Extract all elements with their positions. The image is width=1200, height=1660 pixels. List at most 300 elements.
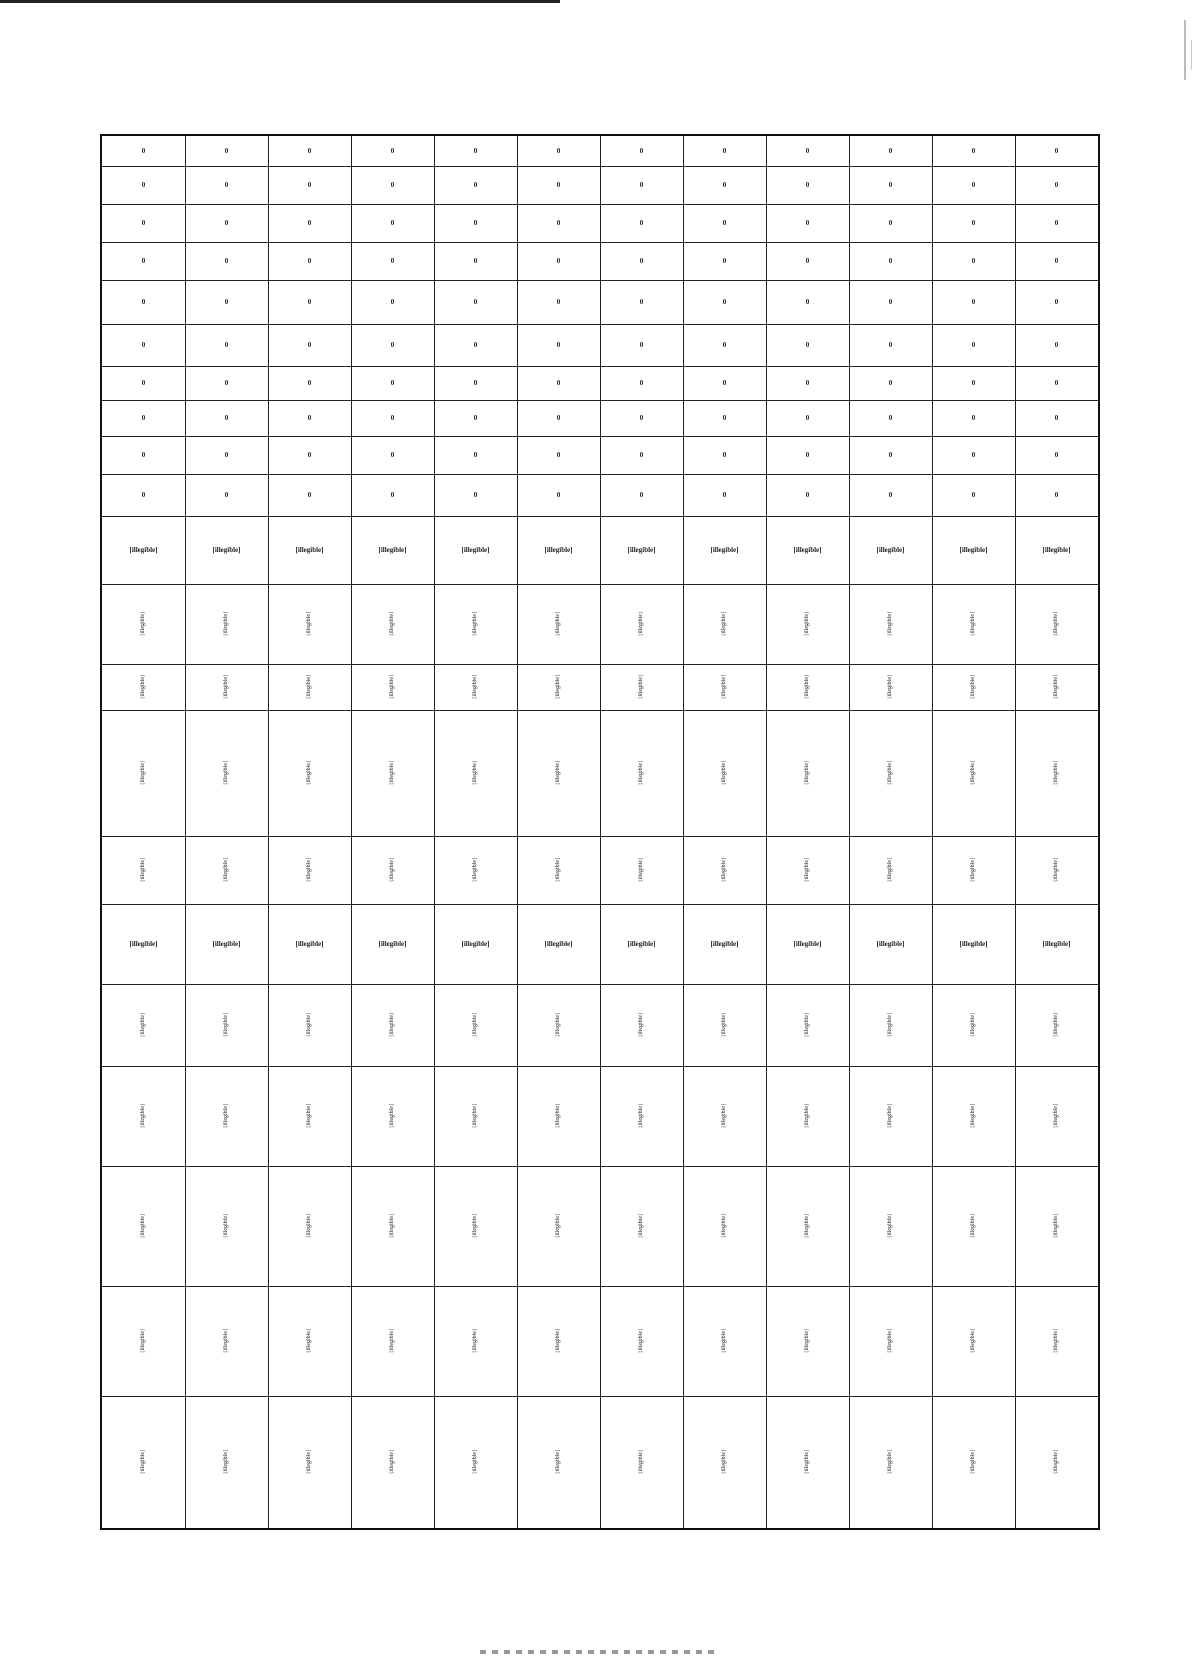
table-cell: [436, 666, 515, 708]
table-cell: [1017, 1168, 1096, 1284]
table-cell: [353, 368, 432, 398]
illegible-text: [illegible]: [638, 761, 644, 785]
table-cell: [934, 138, 1013, 164]
table-cell: [934, 712, 1013, 834]
zero-value: 0: [971, 414, 976, 422]
table-cell: [519, 518, 598, 582]
table-cell: [685, 168, 764, 202]
table-cell: [353, 906, 432, 982]
illegible-text: [illegible]: [389, 1450, 395, 1474]
illegible-text: [illegible]: [472, 761, 478, 785]
table-cell: [187, 138, 266, 164]
illegible-text: [illegible]: [1053, 1104, 1059, 1128]
table-cell: [685, 476, 764, 514]
zero-value: 0: [224, 298, 229, 306]
table-cell: [602, 326, 681, 364]
zero-value: 0: [888, 491, 893, 499]
zero-value: 0: [307, 341, 312, 349]
illegible-text: [illegible]: [212, 940, 241, 948]
table-row-divider: [102, 1166, 1098, 1167]
table-cell: [602, 368, 681, 398]
table-cell: [602, 1068, 681, 1164]
illegible-text: [illegible]: [555, 1214, 561, 1238]
illegible-text: [illegible]: [223, 675, 229, 699]
illegible-text: [illegible]: [970, 1013, 976, 1037]
table-cell: [768, 476, 847, 514]
zero-value: 0: [1054, 181, 1059, 189]
table-cell: [187, 326, 266, 364]
zero-value: 0: [390, 491, 395, 499]
table-cell: [602, 168, 681, 202]
table-cell: [519, 986, 598, 1064]
illegible-text: [illegible]: [461, 940, 490, 948]
zero-value: 0: [722, 147, 727, 155]
table-cell: [104, 838, 183, 902]
zero-value: 0: [307, 181, 312, 189]
zero-value: 0: [1054, 379, 1059, 387]
table-cell: [436, 282, 515, 322]
illegible-text: [illegible]: [223, 612, 229, 636]
table-cell: [353, 838, 432, 902]
zero-value: 0: [390, 379, 395, 387]
table-cell: [851, 368, 930, 398]
illegible-text: [illegible]: [140, 612, 146, 636]
table-column-divider: [434, 136, 435, 1528]
illegible-text: [illegible]: [378, 546, 407, 554]
zero-value: 0: [224, 147, 229, 155]
table-cell: [353, 666, 432, 708]
illegible-text: [illegible]: [389, 761, 395, 785]
zero-value: 0: [556, 298, 561, 306]
illegible-text: [illegible]: [710, 940, 739, 948]
table-row-divider: [102, 204, 1098, 205]
table-cell: [436, 1068, 515, 1164]
table-cell: [353, 586, 432, 662]
table-cell: [519, 138, 598, 164]
zero-value: 0: [888, 379, 893, 387]
zero-value: 0: [722, 414, 727, 422]
table-cell: [270, 906, 349, 982]
illegible-text: [illegible]: [140, 1329, 146, 1353]
table-cell: [934, 906, 1013, 982]
table-cell: [934, 168, 1013, 202]
zero-value: 0: [888, 257, 893, 265]
zero-value: 0: [141, 451, 146, 459]
illegible-text: [illegible]: [804, 1450, 810, 1474]
table-cell: [104, 586, 183, 662]
illegible-text: [illegible]: [804, 761, 810, 785]
illegible-text: [illegible]: [793, 546, 822, 554]
table-cell: [353, 476, 432, 514]
zero-value: 0: [639, 257, 644, 265]
table-cell: [436, 476, 515, 514]
zero-value: 0: [141, 147, 146, 155]
table-cell: [436, 368, 515, 398]
table-cell: [270, 1288, 349, 1394]
illegible-text: [illegible]: [1053, 675, 1059, 699]
table-cell: [685, 586, 764, 662]
table-row-divider: [102, 836, 1098, 837]
table-column-divider: [683, 136, 684, 1528]
table-cell: [602, 666, 681, 708]
illegible-text: [illegible]: [140, 1104, 146, 1128]
table-cell: [851, 586, 930, 662]
illegible-text: [illegible]: [970, 858, 976, 882]
table-cell: [270, 1398, 349, 1526]
illegible-text: [illegible]: [721, 858, 727, 882]
illegible-text: [illegible]: [721, 1329, 727, 1353]
illegible-text: [illegible]: [389, 675, 395, 699]
table-cell: [851, 986, 930, 1064]
zero-value: 0: [224, 491, 229, 499]
table-cell: [602, 438, 681, 472]
table-cell: [768, 838, 847, 902]
illegible-text: [illegible]: [970, 1104, 976, 1128]
table-cell: [353, 282, 432, 322]
zero-value: 0: [722, 181, 727, 189]
illegible-text: [illegible]: [887, 858, 893, 882]
table-cell: [602, 518, 681, 582]
illegible-text: [illegible]: [721, 675, 727, 699]
table-cell: [602, 138, 681, 164]
table-cell: [1017, 368, 1096, 398]
zero-value: 0: [224, 451, 229, 459]
table-cell: [685, 138, 764, 164]
illegible-text: [illegible]: [223, 1013, 229, 1037]
table-cell: [519, 666, 598, 708]
table-cell: [436, 138, 515, 164]
table-column-divider: [600, 136, 601, 1528]
table-cell: [685, 1168, 764, 1284]
table-cell: [104, 1168, 183, 1284]
table-cell: [187, 1398, 266, 1526]
zero-value: 0: [390, 414, 395, 422]
table-cell: [685, 1398, 764, 1526]
table-cell: [768, 1398, 847, 1526]
table-cell: [104, 476, 183, 514]
illegible-text: [illegible]: [555, 761, 561, 785]
zero-value: 0: [556, 491, 561, 499]
illegible-text: [illegible]: [887, 1450, 893, 1474]
table-cell: [353, 326, 432, 364]
zero-value: 0: [390, 181, 395, 189]
table-cell: [436, 712, 515, 834]
zero-value: 0: [888, 181, 893, 189]
table-cell: [436, 838, 515, 902]
illegible-text: [illegible]: [970, 1214, 976, 1238]
table-cell: [104, 1398, 183, 1526]
table-cell: [104, 206, 183, 240]
zero-value: 0: [805, 379, 810, 387]
table-cell: [602, 712, 681, 834]
table-cell: [104, 326, 183, 364]
table-cell: [934, 666, 1013, 708]
table-cell: [519, 1288, 598, 1394]
table-cell: [685, 402, 764, 434]
illegible-text: [illegible]: [970, 761, 976, 785]
illegible-text: [illegible]: [129, 940, 158, 948]
illegible-text: [illegible]: [306, 1104, 312, 1128]
table-cell: [519, 368, 598, 398]
illegible-text: [illegible]: [721, 761, 727, 785]
zero-value: 0: [971, 379, 976, 387]
table-cell: [851, 402, 930, 434]
illegible-text: [illegible]: [555, 1013, 561, 1037]
table-cell: [436, 402, 515, 434]
zero-value: 0: [971, 181, 976, 189]
zero-value: 0: [722, 341, 727, 349]
illegible-text: [illegible]: [295, 940, 324, 948]
illegible-text: [illegible]: [1053, 1450, 1059, 1474]
illegible-text: [illegible]: [1053, 858, 1059, 882]
table-row-divider: [102, 1286, 1098, 1287]
table-cell: [1017, 518, 1096, 582]
zero-value: 0: [805, 181, 810, 189]
illegible-text: [illegible]: [140, 1450, 146, 1474]
illegible-text: [illegible]: [544, 546, 573, 554]
zero-value: 0: [639, 147, 644, 155]
table-cell: [1017, 244, 1096, 278]
illegible-text: [illegible]: [804, 675, 810, 699]
table-cell: [436, 1398, 515, 1526]
zero-value: 0: [141, 257, 146, 265]
table-cell: [104, 712, 183, 834]
table-cell: [519, 712, 598, 834]
table-cell: [187, 206, 266, 240]
table-cell: [270, 244, 349, 278]
table-cell: [685, 206, 764, 240]
table-cell: [270, 1068, 349, 1164]
zero-value: 0: [805, 257, 810, 265]
table-cell: [685, 244, 764, 278]
illegible-text: [illegible]: [140, 675, 146, 699]
illegible-text: [illegible]: [804, 1329, 810, 1353]
table-cell: [934, 838, 1013, 902]
zero-value: 0: [805, 414, 810, 422]
table-cell: [187, 666, 266, 708]
table-cell: [602, 906, 681, 982]
table-cell: [104, 666, 183, 708]
zero-value: 0: [639, 491, 644, 499]
table-cell: [602, 1398, 681, 1526]
zero-value: 0: [888, 147, 893, 155]
table-row-divider: [102, 984, 1098, 985]
illegible-text: [illegible]: [1053, 1329, 1059, 1353]
table-cell: [768, 586, 847, 662]
illegible-text: [illegible]: [638, 612, 644, 636]
illegible-text: [illegible]: [721, 1450, 727, 1474]
illegible-text: [illegible]: [793, 940, 822, 948]
zero-value: 0: [971, 298, 976, 306]
illegible-text: [illegible]: [555, 1450, 561, 1474]
illegible-text: [illegible]: [638, 858, 644, 882]
table-cell: [851, 518, 930, 582]
illegible-text: [illegible]: [223, 1450, 229, 1474]
zero-value: 0: [473, 257, 478, 265]
table-cell: [353, 1168, 432, 1284]
table-cell: [187, 906, 266, 982]
illegible-text: [illegible]: [140, 1214, 146, 1238]
zero-value: 0: [639, 181, 644, 189]
table-cell: [270, 368, 349, 398]
table-cell: [104, 244, 183, 278]
table-cell: [436, 1288, 515, 1394]
table-cell: [436, 1168, 515, 1284]
illegible-text: [illegible]: [876, 940, 905, 948]
zero-value: 0: [971, 257, 976, 265]
table-row-divider: [102, 474, 1098, 475]
table-row-divider: [102, 1066, 1098, 1067]
table-cell: [104, 402, 183, 434]
table-cell: [602, 206, 681, 240]
zero-value: 0: [639, 414, 644, 422]
illegible-text: [illegible]: [544, 940, 573, 948]
zero-value: 0: [1054, 341, 1059, 349]
illegible-text: [illegible]: [378, 940, 407, 948]
table-cell: [353, 438, 432, 472]
table-cell: [187, 282, 266, 322]
table-row-divider: [102, 280, 1098, 281]
scan-edge-mark: [1184, 20, 1186, 80]
illegible-text: [illegible]: [887, 1013, 893, 1037]
zero-value: 0: [307, 379, 312, 387]
table-cell: [353, 168, 432, 202]
table-cell: [851, 1068, 930, 1164]
illegible-text: [illegible]: [472, 675, 478, 699]
illegible-text: [illegible]: [959, 940, 988, 948]
zero-value: 0: [473, 491, 478, 499]
scan-bottom-marks: [480, 1650, 720, 1654]
illegible-text: [illegible]: [804, 1104, 810, 1128]
table-cell: [1017, 586, 1096, 662]
illegible-text: [illegible]: [555, 858, 561, 882]
table-cell: [187, 168, 266, 202]
zero-value: 0: [805, 298, 810, 306]
illegible-text: [illegible]: [306, 1214, 312, 1238]
illegible-text: [illegible]: [472, 1329, 478, 1353]
table-cell: [436, 906, 515, 982]
table-row-divider: [102, 664, 1098, 665]
table-cell: [1017, 712, 1096, 834]
illegible-text: [illegible]: [389, 1104, 395, 1128]
table-cell: [270, 1168, 349, 1284]
illegible-text: [illegible]: [1053, 1214, 1059, 1238]
table-cell: [519, 438, 598, 472]
illegible-text: [illegible]: [140, 858, 146, 882]
table-cell: [270, 518, 349, 582]
illegible-text: [illegible]: [721, 1104, 727, 1128]
table-cell: [187, 244, 266, 278]
table-column-divider: [766, 136, 767, 1528]
illegible-text: [illegible]: [804, 1214, 810, 1238]
table-cell: [934, 1168, 1013, 1284]
table-cell: [1017, 168, 1096, 202]
table-cell: [768, 518, 847, 582]
zero-value: 0: [224, 257, 229, 265]
illegible-text: [illegible]: [306, 612, 312, 636]
table-cell: [519, 326, 598, 364]
illegible-text: [illegible]: [472, 612, 478, 636]
table-cell: [270, 326, 349, 364]
table-cell: [768, 138, 847, 164]
zero-value: 0: [473, 414, 478, 422]
illegible-text: [illegible]: [223, 1329, 229, 1353]
table-cell: [104, 1068, 183, 1164]
table-cell: [685, 518, 764, 582]
illegible-text: [illegible]: [970, 675, 976, 699]
table-cell: [1017, 138, 1096, 164]
table-cell: [934, 476, 1013, 514]
table-cell: [768, 1068, 847, 1164]
table-cell: [934, 586, 1013, 662]
illegible-text: [illegible]: [970, 612, 976, 636]
zero-value: 0: [473, 341, 478, 349]
table-row-divider: [102, 516, 1098, 517]
table-cell: [187, 476, 266, 514]
zero-value: 0: [390, 298, 395, 306]
zero-value: 0: [473, 451, 478, 459]
illegible-text: [illegible]: [472, 1013, 478, 1037]
table-cell: [270, 838, 349, 902]
zero-value: 0: [722, 451, 727, 459]
illegible-text: [illegible]: [306, 1013, 312, 1037]
zero-value: 0: [224, 379, 229, 387]
table-cell: [519, 1068, 598, 1164]
table-cell: [851, 1168, 930, 1284]
illegible-text: [illegible]: [721, 1214, 727, 1238]
zero-value: 0: [141, 379, 146, 387]
illegible-text: [illegible]: [721, 1013, 727, 1037]
illegible-text: [illegible]: [306, 761, 312, 785]
table-cell: [519, 244, 598, 278]
zero-value: 0: [224, 341, 229, 349]
table-row-divider: [102, 166, 1098, 167]
zero-value: 0: [307, 219, 312, 227]
table-cell: [768, 402, 847, 434]
table-column-divider: [517, 136, 518, 1528]
zero-value: 0: [1054, 219, 1059, 227]
table-cell: [1017, 1068, 1096, 1164]
illegible-text: [illegible]: [223, 1214, 229, 1238]
zero-value: 0: [473, 379, 478, 387]
illegible-text: [illegible]: [140, 1013, 146, 1037]
table-cell: [104, 518, 183, 582]
zero-value: 0: [1054, 298, 1059, 306]
illegible-text: [illegible]: [306, 858, 312, 882]
zero-value: 0: [805, 147, 810, 155]
illegible-text: [illegible]: [887, 612, 893, 636]
illegible-text: [illegible]: [389, 1013, 395, 1037]
table-cell: [353, 986, 432, 1064]
zero-value: 0: [307, 147, 312, 155]
table-cell: [436, 518, 515, 582]
table-row-divider: [102, 400, 1098, 401]
table-row-divider: [102, 366, 1098, 367]
table-row-divider: [102, 242, 1098, 243]
illegible-text: [illegible]: [223, 761, 229, 785]
zero-value: 0: [473, 298, 478, 306]
table-cell: [602, 476, 681, 514]
illegible-text: [illegible]: [212, 546, 241, 554]
zero-value: 0: [805, 451, 810, 459]
zero-value: 0: [556, 414, 561, 422]
zero-value: 0: [639, 219, 644, 227]
table-cell: [436, 986, 515, 1064]
zero-value: 0: [556, 257, 561, 265]
table-cell: [1017, 326, 1096, 364]
zero-value: 0: [888, 414, 893, 422]
table-cell: [768, 438, 847, 472]
